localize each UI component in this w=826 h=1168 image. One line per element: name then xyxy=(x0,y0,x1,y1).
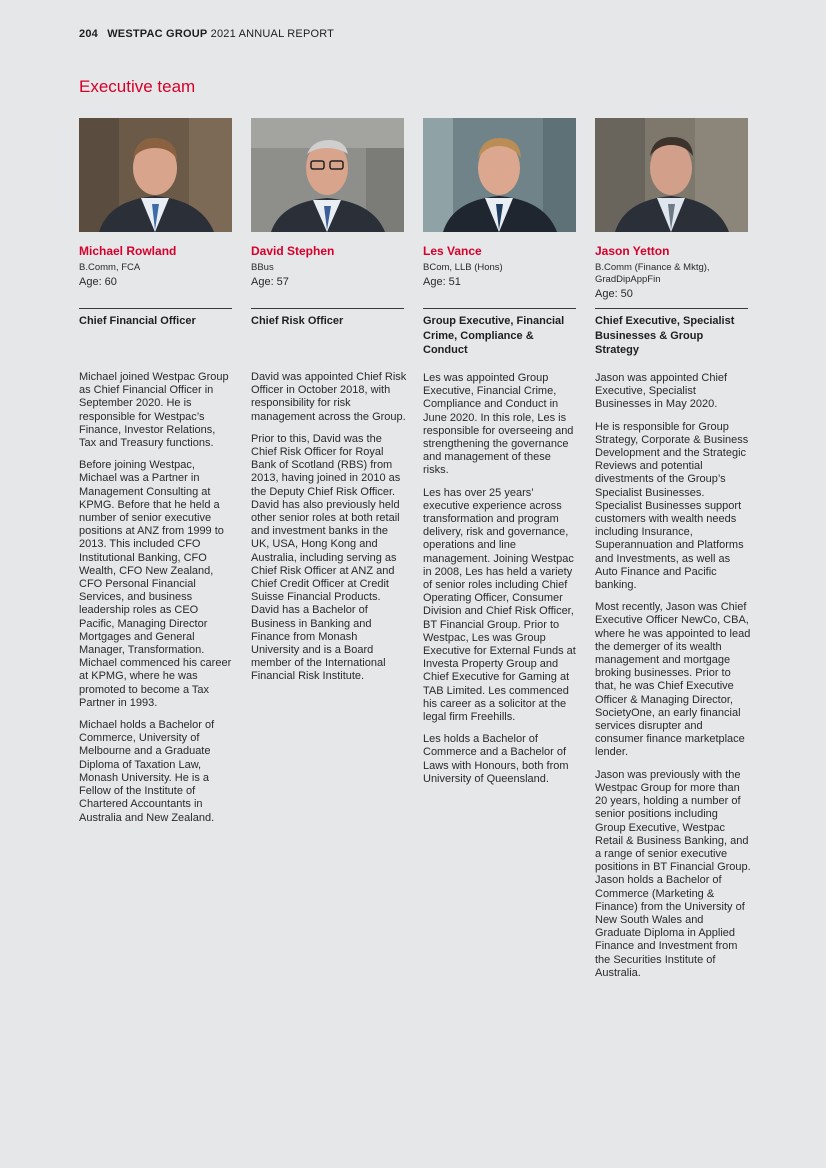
executive-card xyxy=(79,118,232,824)
divider xyxy=(251,308,404,309)
executive-name: Les Vance xyxy=(423,244,482,258)
bio-paragraph: Jason was appointed Chief Executive, Specialist Businesses in May 2020. xyxy=(595,372,728,411)
executive-role: Chief Financial Officer xyxy=(79,315,196,327)
bio-paragraph: Les was appointed Group Executive, Financial Crime, Compliance and Conduct in June 2020. In this role, Les is responsible for overseeing and strengthening the governance and management of these risks. xyxy=(423,372,574,477)
page-number: 204 xyxy=(79,28,98,40)
executive-bio xyxy=(595,372,751,989)
bio-paragraph: Les has over 25 years’ executive experience across transformation and program delivery, risk and governance, operations and line management. Joining Westpac in 2008, Les has held a variety of senior roles including Chief Operating Officer, Consumer Division and Chief Risk Officer, BT Financial Group. Prior to Westpac, Les was Group Executive for External Funds at Investa Property Group and Chief Executive for Gaming at TAB Limited. Les commenced his career as a solicitor at the legal firm Freehills. xyxy=(423,486,576,724)
executive-photo xyxy=(595,118,748,232)
divider xyxy=(423,308,576,309)
divider xyxy=(79,308,232,309)
page-header xyxy=(79,28,334,40)
executive-qualifications: B.Comm, FCA xyxy=(79,262,141,273)
executive-role: Chief Risk Officer xyxy=(251,315,344,327)
bio-paragraph: Prior to this, David was the Chief Risk Officer for Royal Bank of Scotland (RBS) from 2013, having joined in 2010 as the Deputy Chief Risk Officer. David has also previously held other senior roles at both retail and investment banks in the UK, USA, Hong Kong and Australia, including serving as Chief Risk Officer at ANZ and Chief Credit Officer at Credit Suisse Financial Products. David has a Bachelor of Business in Banking and Finance from Monash University and is a Board member of the International Financial Risk Institute. xyxy=(251,432,401,683)
executive-qualifications: B.Comm (Finance & Mktg), GradDipAppFin xyxy=(595,262,710,285)
bio-paragraph: Michael joined Westpac Group as Chief Financial Officer in September 2020. He is responsible for Westpac’s Finance, Investor Relations, Tax and Treasury functions. xyxy=(79,371,229,450)
executive-card xyxy=(595,118,751,979)
bio-paragraph: He is responsible for Group Strategy, Corporate & Business Development and the Strategic Reviews and potential divestments of the Group’s Specialist Businesses. Specialist Businesses support customers with wealth needs including Insurance, Superannuation and Platforms and Investments, as well as Auto Finance and Pacific banking. xyxy=(595,420,749,592)
executive-qualifications: BCom, LLB (Hons) xyxy=(423,262,503,273)
executive-card xyxy=(423,118,576,785)
bio-paragraph: Les holds a Bachelor of Commerce and a Bachelor of Laws with Honours, both from University of Queensland. xyxy=(423,733,569,785)
executive-role: Chief Executive, Specialist Businesses & Group Strategy xyxy=(595,315,735,356)
executive-bio xyxy=(251,371,407,693)
executive-photo xyxy=(423,118,576,232)
executive-photo xyxy=(79,118,232,232)
executive-name: Michael Rowland xyxy=(79,244,177,258)
executive-card xyxy=(251,118,407,683)
bio-paragraph: David was appointed Chief Risk Officer in October 2018, with responsibility for risk management across the Group. xyxy=(251,371,407,423)
executive-photo xyxy=(251,118,404,232)
report-name: 2021 ANNUAL REPORT xyxy=(210,28,335,40)
bio-paragraph: Before joining Westpac, Michael was a Partner in Management Consulting at KPMG. Before that he held a number of senior executive positions at ANZ from 1999 to 2013. This included CFO Institutional Banking, CFO Wealth, CFO New Zealand, CFO Personal Financial Services, and business leadership roles as CEO Pacific, Managing Director Mortgages and General Manager, Transformation. Michael commenced his career at KPMG, where he was promoted to become a Tax Partner in 1993. xyxy=(79,459,232,709)
company-name: WESTPAC GROUP xyxy=(107,28,208,40)
executive-bio xyxy=(423,372,579,795)
executive-role: Group Executive, Financial Crime, Compliance & Conduct xyxy=(423,315,565,356)
executive-qualifications: BBus xyxy=(251,262,274,273)
section-title: Executive team xyxy=(79,77,196,96)
bio-paragraph: Michael holds a Bachelor of Commerce, University of Melbourne and a Graduate Diploma of Taxation Law, Monash University. He is a Fellow of the Institute of Chartered Accountants in Australia and New Zealand. xyxy=(79,719,215,824)
executive-age: Age: 60 xyxy=(79,276,117,288)
executive-bio xyxy=(79,371,235,834)
executive-name: Jason Yetton xyxy=(595,244,670,258)
bio-paragraph: Jason was previously with the Westpac Group for more than 20 years, holding a number of senior positions including Group Executive, Westpac Retail & Business Banking, and a range of senior executive positions in BT Financial Group. Jason holds a Bachelor of Commerce (Marketing & Finance) from the University of New South Wales and Graduate Diploma in Applied Finance and Investment from the Securities Institute of Australia. xyxy=(595,768,751,979)
executive-age: Age: 57 xyxy=(251,276,289,288)
bio-paragraph: Most recently, Jason was Chief Executive Officer NewCo, CBA, where he was appointed to lead the demerger of its wealth management and mortgage broking businesses. Prior to that, he was Chief Executive Officer & Managing Director, SocietyOne, an early financial services disrupter and consumer finance marketplace lender. xyxy=(595,601,751,759)
executive-name: David Stephen xyxy=(251,244,335,258)
executive-age: Age: 50 xyxy=(595,288,633,300)
divider xyxy=(595,308,748,309)
executive-age: Age: 51 xyxy=(423,276,461,288)
